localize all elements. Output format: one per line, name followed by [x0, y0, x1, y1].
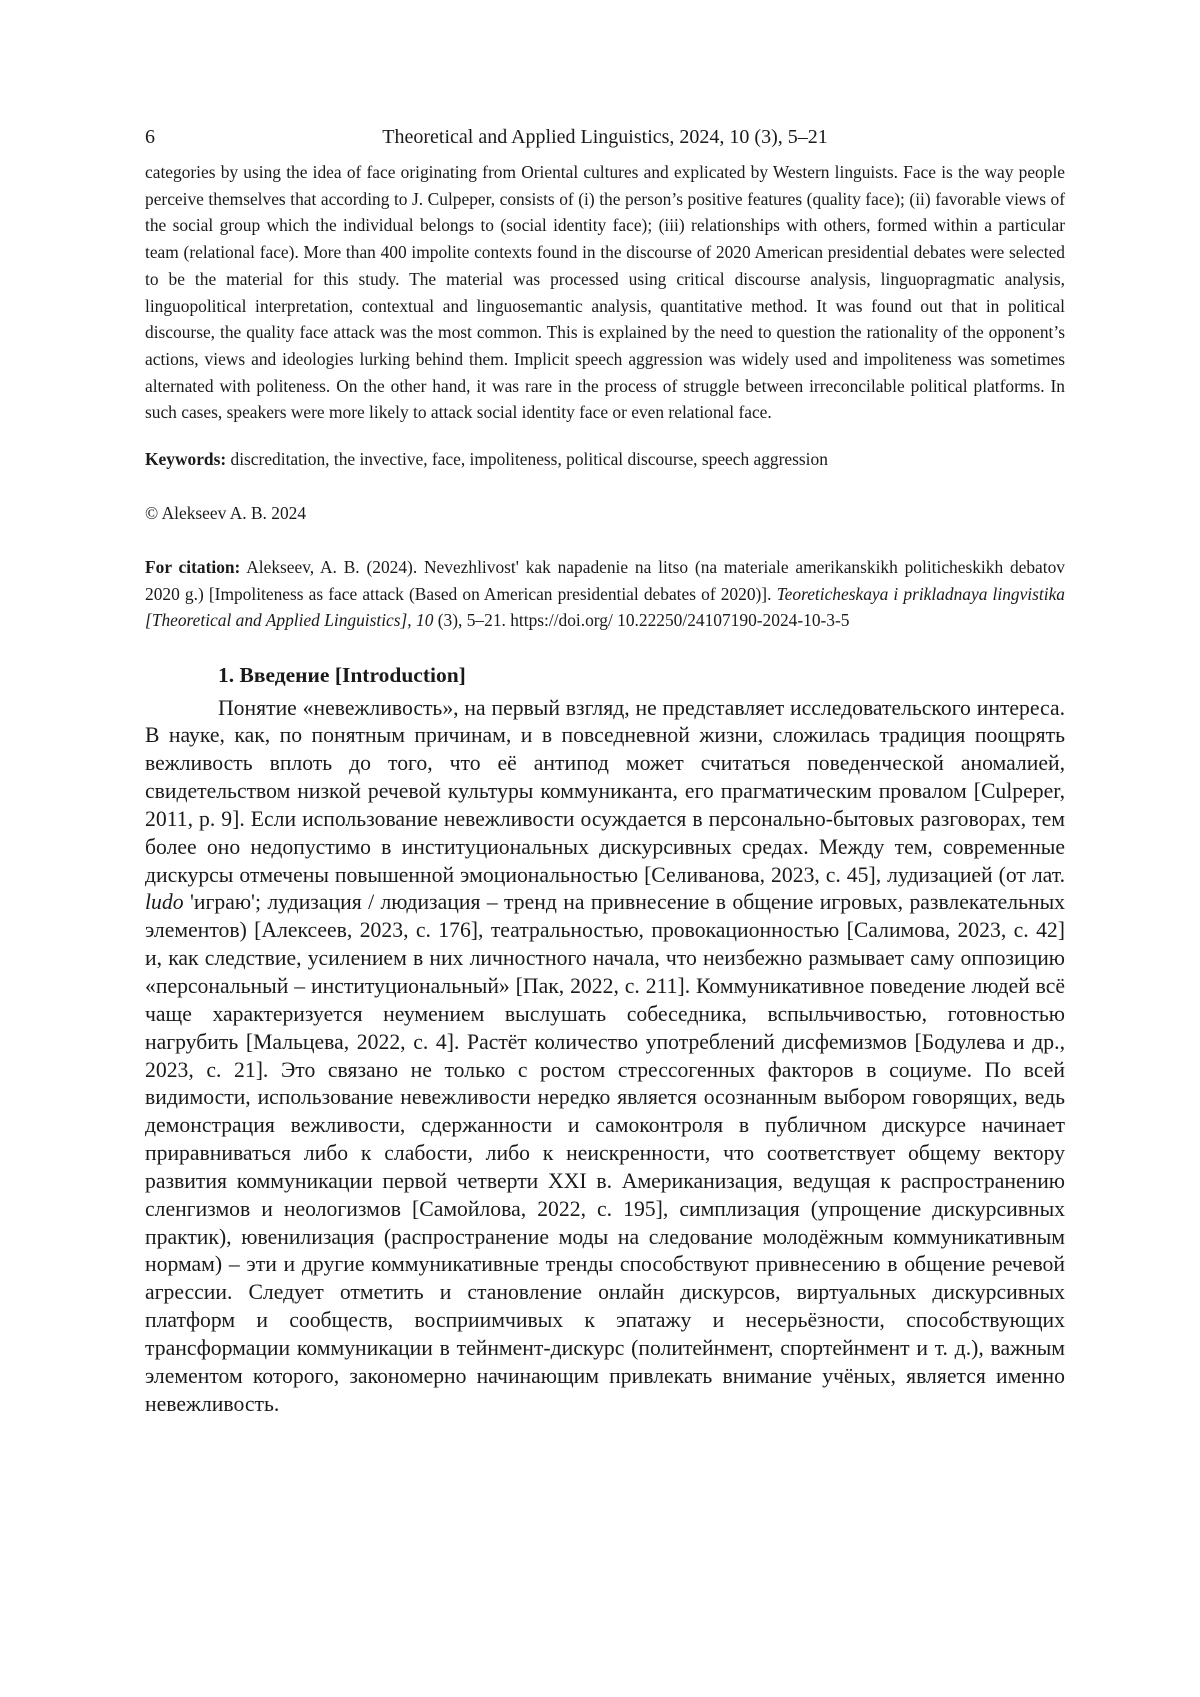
keywords: [145, 446, 1065, 472]
citation-tail: (3), 5–21. https://doi.org/ 10.22250/24107190-2024-10-3-5: [437, 610, 850, 631]
section-heading: 1. Введение [Introduction]: [218, 662, 466, 687]
citation: [145, 554, 1065, 634]
keywords-list: discreditation, the invective, face, impoliteness, political discourse, speech aggression: [230, 449, 828, 470]
keywords-label: Keywords:: [145, 449, 227, 470]
citation-text: Alekseev, A. B. (2024). Nevezhlivost' kak napadenie na litso (na materiale amerikanskikh politicheskikh debatov 2020 g.) [Impoliteness as face attack (Based on American presidential debates of 2020)].: [145, 557, 1066, 604]
abstract-text: categories by using the idea of face originating from Oriental cultures and explicated by Western linguists. Face is the way people perceive themselves that according to J. Culpeper, consists of (i) the person’s positive features (quality face); (ii) favorable views of the social group which the individual belongs to (social identity face); (iii) relationships with others, formed within a particular team (relational face). More than 400 impolite contexts found in the discourse of 2020 American presidential debates were selected to be the material for this study. The material was processed using critical discourse analysis, linguopragmatic analysis, linguopolitical interpretation, contextual and linguosemantic analysis, quantitative method. It was found out that in political discourse, the quality face attack was the most common. This is explained by the need to question the rationality of the opponent’s actions, views and ideologies lurking behind them. Implicit speech aggression was widely used and impoliteness was sometimes alternated with politeness. On the other hand, it was rare in the process of struggle between irreconcilable political platforms. In such cases, speakers were more likely to attack social identity face or even relational face.: [145, 162, 1065, 423]
citation-journal: Teoreticheskaya i prikladnaya lingvistika [Theoretical and Applied Linguistics], 10: [145, 583, 1065, 631]
copyright-notice: © Alekseev A. B. 2024: [145, 503, 307, 524]
body-text-part-1: Понятие «невежливость», на первый взгляд, не представляет исследовательского интереса. В науке, как, по понятным причинам, и в повседневной жизни, сложилась традиция поощрять вежливость вплоть до того, что её антипод может считаться поведенческой аномалией, свидетельством низкой речевой культуры коммуниканта, его прагматическим провалом [Culpeper, 2011, p. 9]. Если использование невежливости осуждается в персонально-бытовых разговорах, тем более оно недопустимо в институциональных дискурсивных средах. Между тем, современные дискурсы отмечены повышенной эмоциональностью [Селиванова, 2023, с. 45], лудизацией (от лат.: [145, 695, 1065, 887]
citation-label: For citation:: [145, 557, 241, 578]
journal-reference: Theoretical and Applied Linguistics, 2024, 10 (3), 5–21: [382, 126, 828, 148]
page-number: 6: [145, 126, 155, 148]
body-paragraph: [145, 695, 1065, 1419]
running-header: [145, 122, 1065, 156]
page-content: [145, 122, 1065, 1418]
body-text-part-2: 'играю'; лудизация / людизация – тренд на привнесение в общение игровых, развлекательных элементов) [Алексеев, 2023, с. 176], театральностью, провокационностью [Салимова, 2023, с. 42] и, как следствие, усилением в них личностного начала, что неизбежно размывает саму оппозицию «персональный – институциональный» [Пак, 2022, с. 211]. Коммуникативное поведение людей всё чаще характеризуется неумением выслушать собеседника, вспыльчивостью, готовностью нагрубить [Мальцева, 2022, с. 4]. Растёт количество употреблений дисфемизмов [Бодулева и др., 2023, с. 21]. Это связано не только с ростом стрессогенных факторов в социуме. По всей видимости, использование невежливости нередко является осознанным выбором говорящих, ведь демонстрация вежливости, сдержанности и самоконтроля в публичном дискурсе начинает приравниваться либо к слабости, либо к неискренности, что соответствует общему вектору развития коммуникации первой четверти XXI в. Американизация, ведущая к распространению сленгизмов и неологизмов [Самойлова, 2022, с. 195], симплизация (упрощение дискурсивных практик), ювенилизация (распространение моды на следование молодёжным коммуникативным нормам) – эти и другие коммуникативные тренды способствуют привнесению в общение речевой агрессии. Следует отметить и становление онлайн дискурсов, виртуальных дискурсивных платформ и сообществ, восприимчивых к эпатажу и несерьёзности, способствующих трансформации коммуникации в тейнмент-дискурс (политейнмент, спортейнмент и т. д.), важным элементом которого, закономерно начинающим привлекать внимание учёных, является именно невежливость.: [145, 890, 1065, 1416]
latin-term: ludo: [145, 890, 184, 915]
